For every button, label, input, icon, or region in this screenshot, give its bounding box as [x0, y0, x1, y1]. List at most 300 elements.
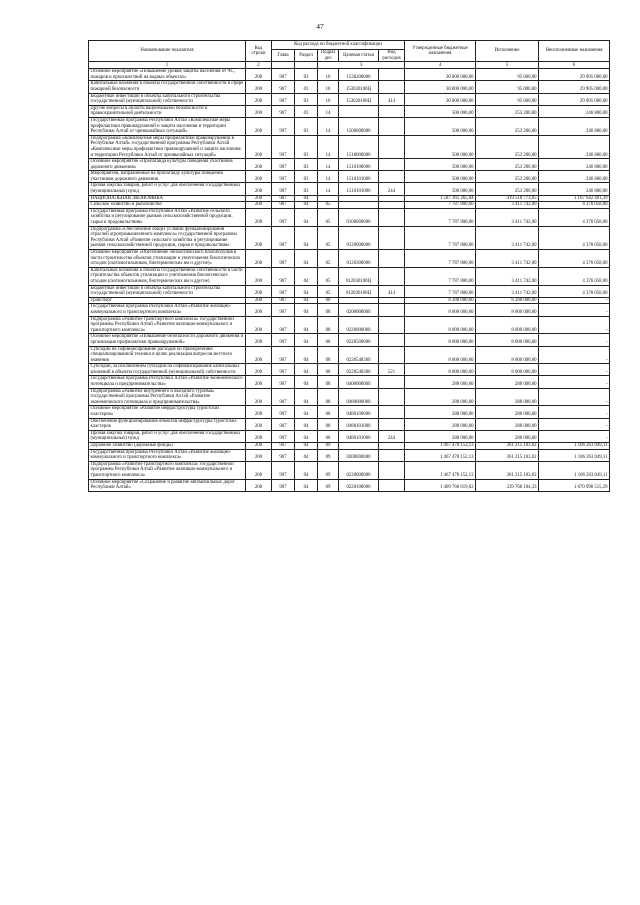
row-line-code: 200	[246, 171, 272, 183]
row-target: 0200000000	[339, 304, 379, 316]
row-glava: 907	[272, 430, 295, 442]
row-podrazdel: 08	[318, 346, 339, 364]
row-approved: 7 787 800,00	[405, 202, 476, 209]
table-row	[89, 316, 610, 334]
row-approved: 7 787 800,00	[405, 226, 476, 249]
row-target: 0480000000	[339, 388, 379, 406]
row-name: Основное мероприятие «Развитие инфраструктуры туристских кластеров»	[89, 406, 246, 418]
row-expense-type	[379, 195, 405, 202]
row-line-code: 200	[246, 334, 272, 346]
row-line-code: 200	[246, 346, 272, 364]
row-podrazdel: 05	[318, 250, 339, 268]
row-approved: 8 000 000,00	[405, 304, 476, 316]
row-name: Мероприятия, направленные на пропаганду культуры поведения участников дорожного движения	[89, 171, 246, 183]
row-executed: 288 000,00	[476, 376, 539, 388]
row-glava: 907	[272, 81, 295, 93]
row-expense-type	[379, 334, 405, 346]
row-line-code: 200	[246, 388, 272, 406]
row-line-code: 200	[246, 461, 272, 479]
row-target: 0100000000	[339, 208, 379, 226]
table-row	[89, 376, 610, 388]
column-numbers-row	[89, 62, 610, 69]
row-podrazdel: 05	[318, 226, 339, 249]
row-unexecuted: -	[539, 316, 610, 334]
table-row	[89, 449, 610, 461]
header-glava: Глава	[272, 50, 295, 62]
row-executed: 253 200,00	[476, 117, 539, 135]
table-row	[89, 304, 610, 316]
row-approved: 500 000,00	[405, 171, 476, 183]
header-unexecuted: Неисполненные назначения	[539, 41, 610, 62]
row-executed: 253 200,00	[476, 171, 539, 183]
row-podrazdel: 08	[318, 406, 339, 418]
row-podrazdel: 10	[318, 93, 339, 105]
row-line-code: 200	[246, 364, 272, 376]
header-expense-type: Вид расходов	[379, 50, 405, 62]
row-unexecuted: -	[539, 388, 610, 406]
row-unexecuted: 4 376 058,00	[539, 208, 610, 226]
row-approved: 8 000 000,00	[405, 316, 476, 334]
row-approved: 7 787 800,00	[405, 250, 476, 268]
row-razdel: 03	[295, 159, 318, 171]
row-podrazdel: 08	[318, 316, 339, 334]
row-expense-type	[379, 443, 405, 450]
row-podrazdel: 05	[318, 285, 339, 297]
row-unexecuted: -	[539, 406, 610, 418]
row-glava: 907	[272, 93, 295, 105]
table-row	[89, 226, 610, 249]
row-target: 0200000000	[339, 449, 379, 461]
row-approved: 1 467 478 152,13	[405, 443, 476, 450]
row-executed: 3 411 742,00	[476, 208, 539, 226]
row-line-code: 200	[246, 418, 272, 430]
row-expense-type: 521	[379, 364, 405, 376]
row-approved: 500 000,00	[405, 135, 476, 158]
row-name: Субсидии, за исключением субсидий на софинансирование капитальных вложений в объекты государственной (муниципальной) собственности	[89, 364, 246, 376]
row-podrazdel: 08	[318, 364, 339, 376]
row-name: Другие вопросы в области национальной безопасности и правоохранительной деятельности	[89, 105, 246, 117]
row-unexecuted: -	[539, 346, 610, 364]
row-line-code: 200	[246, 159, 272, 171]
row-executed: 361 215 103,02	[476, 461, 539, 479]
row-approved: 30 000 000,00	[405, 93, 476, 105]
row-name: Подпрограмма «Комплексные меры профилактики правонарушений в Республике Алтай» государственной программы Республики Алтай «Комплексные меры профилактики правонарушений и защита населения и территории Республики Алтай от чрезвычайных ситуаций»	[89, 135, 246, 158]
row-approved: 500 000,00	[405, 159, 476, 171]
row-target: 0120000000	[339, 226, 379, 249]
row-podrazdel: 08	[318, 297, 339, 304]
row-razdel: 03	[295, 183, 318, 195]
row-razdel: 04	[295, 461, 318, 479]
row-expense-type	[379, 388, 405, 406]
row-podrazdel: 14	[318, 159, 339, 171]
row-unexecuted: 1 106 263 049,11	[539, 449, 610, 461]
row-glava: 907	[272, 364, 295, 376]
row-name: Капитальные вложения в объекты государственной собственности в части строительства объектов утилизации и уничтожения биологических отходов (скотомогильников, биотермических ям и другие)	[89, 267, 246, 285]
row-razdel: 04	[295, 334, 318, 346]
row-glava: 907	[272, 195, 295, 202]
row-name: Государственная программа Республики Алтай «Комплексные меры профилактики правонарушений и защита населения и территории Республики Алтай от чрезвычайных ситуаций»	[89, 117, 246, 135]
row-executed: 3 411 742,00	[476, 226, 539, 249]
row-executed: 3 411 742,00	[476, 250, 539, 268]
column-number: 3	[318, 62, 405, 69]
row-expense-type	[379, 461, 405, 479]
row-podrazdel: 05	[318, 202, 339, 209]
row-executed: 339 768 104,33	[476, 479, 539, 491]
row-executed: 288 000,00	[476, 406, 539, 418]
row-name: Субсидии на софинансирование расходов по приобретению специализированной техники в целях реализации вопросов местного значения	[89, 346, 246, 364]
table-row	[89, 171, 610, 183]
row-podrazdel	[318, 195, 339, 202]
row-line-code: 200	[246, 195, 272, 202]
row-name: Подпрограмма «Развитие транспортного комплекса» государственной программы Республики Алтай «Развитие жилищно-коммунального и транспортного комплекса»	[89, 461, 246, 479]
row-razdel: 04	[295, 418, 318, 430]
row-target	[339, 202, 379, 209]
row-expense-type	[379, 208, 405, 226]
row-unexecuted: 29 905 000,00	[539, 93, 610, 105]
row-line-code: 200	[246, 117, 272, 135]
row-unexecuted: -	[539, 304, 610, 316]
row-razdel: 04	[295, 250, 318, 268]
table-body	[89, 69, 610, 492]
header-line-code: Код строки	[246, 41, 272, 62]
column-number	[295, 62, 318, 69]
row-unexecuted: 1 106 263 049,11	[539, 443, 610, 450]
table-row	[89, 105, 610, 117]
row-unexecuted: -	[539, 418, 610, 430]
row-executed: 288 000,00	[476, 430, 539, 442]
row-target: 0400000000	[339, 376, 379, 388]
row-line-code: 200	[246, 202, 272, 209]
row-expense-type	[379, 346, 405, 364]
row-executed: 419 518 773,65	[476, 195, 539, 202]
row-name: Государственная программа Республики Алтай «Развитие жилищно-коммунального и транспортного комплекса»	[89, 449, 246, 461]
row-name: Подпрограмма «Развитие транспортного комплекса» государственной программы Республики Алтай «Развитие жилищно-коммунального и транспортного комплекса»	[89, 316, 246, 334]
row-executed: 253 200,00	[476, 105, 539, 117]
row-unexecuted: 4 376 058,00	[539, 267, 610, 285]
row-razdel: 04	[295, 267, 318, 285]
table-row	[89, 334, 610, 346]
table-row	[89, 195, 610, 202]
table-row	[89, 297, 610, 304]
row-glava: 907	[272, 334, 295, 346]
row-glava: 907	[272, 159, 295, 171]
row-line-code: 200	[246, 135, 272, 158]
row-name: Основное мероприятие «Повышение уровня защиты населения от ЧС, пожаров и происшествий на водных объектах»	[89, 69, 246, 81]
row-podrazdel: 08	[318, 376, 339, 388]
row-approved: 30 000 000,00	[405, 81, 476, 93]
row-expense-type: 414	[379, 93, 405, 105]
row-razdel: 04	[295, 285, 318, 297]
row-approved: 500 000,00	[405, 117, 476, 135]
row-unexecuted: 1 070 998 515,29	[539, 479, 610, 491]
row-podrazdel: 14	[318, 117, 339, 135]
table-row	[89, 183, 610, 195]
row-razdel: 04	[295, 304, 318, 316]
row-razdel: 03	[295, 93, 318, 105]
row-glava: 907	[272, 346, 295, 364]
row-target: 012030100Ц	[339, 285, 379, 297]
row-glava: 907	[272, 406, 295, 418]
row-glava: 907	[272, 316, 295, 334]
row-expense-type	[379, 304, 405, 316]
row-line-code: 200	[246, 304, 272, 316]
row-name: Подпрограмма «Обеспечение общих условий функционирования отраслей агропромышленного комплекса» государственной программы Республики Алтай «Развитие сельского хозяйства и регулирование рынков сельскохозяйственной продукции, сырья и продовольствия»	[89, 226, 246, 249]
row-podrazdel: 08	[318, 388, 339, 406]
row-line-code: 200	[246, 430, 272, 442]
row-expense-type	[379, 81, 405, 93]
row-unexecuted: 29 905 000,00	[539, 81, 610, 93]
row-name: Дорожное хозяйство (дорожные фонды)	[89, 443, 246, 450]
header-approved: Утвержденные бюджетные назначения	[405, 41, 476, 62]
row-expense-type	[379, 297, 405, 304]
row-executed: 288 000,00	[476, 388, 539, 406]
row-unexecuted: -	[539, 297, 610, 304]
row-line-code: 200	[246, 479, 272, 491]
row-razdel: 04	[295, 376, 318, 388]
row-name: Обеспечение функционирования объектов инфраструктуры туристских кластеров	[89, 418, 246, 430]
row-glava: 907	[272, 202, 295, 209]
row-target: 1510000000	[339, 135, 379, 158]
row-razdel: 03	[295, 105, 318, 117]
row-approved: 8 000 000,00	[405, 364, 476, 376]
row-expense-type	[379, 202, 405, 209]
row-razdel: 04	[295, 226, 318, 249]
row-executed: 95 000,00	[476, 81, 539, 93]
row-target: 0220000000	[339, 316, 379, 334]
table-row	[89, 461, 610, 479]
row-approved: 8 000 000,00	[405, 334, 476, 346]
row-razdel: 03	[295, 69, 318, 81]
row-executed: 288 000,00	[476, 418, 539, 430]
row-expense-type	[379, 406, 405, 418]
row-podrazdel: 05	[318, 208, 339, 226]
row-executed: 8 000 000,00	[476, 316, 539, 334]
row-glava: 907	[272, 304, 295, 316]
row-target: 0480101000	[339, 418, 379, 430]
row-name: Транспорт	[89, 297, 246, 304]
row-line-code: 200	[246, 285, 272, 297]
row-unexecuted: 29 905 000,00	[539, 69, 610, 81]
table-row	[89, 443, 610, 450]
row-approved: 500 000,00	[405, 183, 476, 195]
row-target: 1500000000	[339, 117, 379, 135]
row-podrazdel: 09	[318, 443, 339, 450]
row-razdel: 03	[295, 135, 318, 158]
row-razdel: 03	[295, 117, 318, 135]
row-glava: 907	[272, 479, 295, 491]
row-podrazdel: 14	[318, 171, 339, 183]
row-glava: 907	[272, 69, 295, 81]
row-target	[339, 297, 379, 304]
row-unexecuted: 4 376 058,00	[539, 226, 610, 249]
row-expense-type	[379, 267, 405, 285]
row-target	[339, 105, 379, 117]
table-row	[89, 346, 610, 364]
row-line-code: 200	[246, 105, 272, 117]
row-line-code: 200	[246, 250, 272, 268]
row-line-code: 200	[246, 226, 272, 249]
row-podrazdel: 09	[318, 479, 339, 491]
row-podrazdel: 09	[318, 449, 339, 461]
row-name: Основное мероприятие «Пропаганда культуры поведения участников дорожного движения»	[89, 159, 246, 171]
column-number: 1	[89, 62, 246, 69]
row-razdel: 04	[295, 479, 318, 491]
row-expense-type	[379, 316, 405, 334]
row-line-code: 200	[246, 93, 272, 105]
row-razdel: 04	[295, 443, 318, 450]
table-row	[89, 117, 610, 135]
row-unexecuted: 246 800,00	[539, 117, 610, 135]
row-razdel: 04	[295, 346, 318, 364]
row-executed: 253 200,00	[476, 135, 539, 158]
row-approved: 288 000,00	[405, 418, 476, 430]
row-unexecuted: 246 800,00	[539, 135, 610, 158]
row-executed: 253 200,00	[476, 183, 539, 195]
row-line-code: 200	[246, 69, 272, 81]
row-unexecuted: 4 376 058,00	[539, 202, 610, 209]
row-name: Основное мероприятие «Обеспечение эпизоотического благополучия в части строительства объектов утилизации и уничтожения биологических отходов (скотомогильников, биотермических ям и другие)»	[89, 250, 246, 268]
row-executed: 253 200,00	[476, 159, 539, 171]
row-expense-type	[379, 449, 405, 461]
row-target: 153020100Ц	[339, 93, 379, 105]
column-number: 2	[246, 62, 272, 69]
row-approved: 1 467 478 152,13	[405, 461, 476, 479]
table-row	[89, 479, 610, 491]
row-approved: 288 000,00	[405, 388, 476, 406]
row-line-code: 200	[246, 297, 272, 304]
row-glava: 907	[272, 376, 295, 388]
row-podrazdel: 08	[318, 304, 339, 316]
row-glava: 907	[272, 461, 295, 479]
row-expense-type: 414	[379, 285, 405, 297]
row-executed: 3 411 742,00	[476, 202, 539, 209]
row-executed: 8 000 000,00	[476, 304, 539, 316]
row-name: Прочая закупка товаров, работ и услуг для обеспечения государственных (муниципальных) нужд	[89, 183, 246, 195]
row-approved: 1 409 766 619,62	[405, 479, 476, 491]
row-executed: 8 288 000,00	[476, 297, 539, 304]
row-name: Государственная программа Республики Алтай «Развитие сельского хозяйства и регулирование рынков сельскохозяйственной продукции, сырья и продовольствия»	[89, 208, 246, 226]
row-executed: 3 411 742,00	[476, 267, 539, 285]
row-name: Прочая закупка товаров, работ и услуг для обеспечения государственных (муниципальных) нужд	[89, 430, 246, 442]
row-podrazdel: 05	[318, 267, 339, 285]
column-number: 5	[476, 62, 539, 69]
row-unexecuted: 246 800,00	[539, 183, 610, 195]
header-podrazdel: Подраз дел	[318, 50, 339, 62]
row-name: Подпрограмма «Развитие внутреннего и въездного туризма» государственной программы Республики Алтай «Развитие экономического потенциала и предпринимательства»	[89, 388, 246, 406]
row-podrazdel: 10	[318, 69, 339, 81]
row-target: 0480101000	[339, 430, 379, 442]
row-expense-type	[379, 135, 405, 158]
row-glava: 907	[272, 443, 295, 450]
row-podrazdel: 09	[318, 461, 339, 479]
row-expense-type	[379, 159, 405, 171]
row-glava: 907	[272, 267, 295, 285]
row-unexecuted: -	[539, 364, 610, 376]
row-name: Основное мероприятие «Повышение безопасности дорожного движения и организация профилактики правонарушений»	[89, 334, 246, 346]
row-line-code: 200	[246, 208, 272, 226]
row-target: 0220000000	[339, 461, 379, 479]
row-executed: 95 000,00	[476, 93, 539, 105]
row-glava: 907	[272, 105, 295, 117]
row-name: Основное мероприятие «Сохранение и развитие автомобильных дорог Республики Алтай»	[89, 479, 246, 491]
row-podrazdel: 10	[318, 81, 339, 93]
row-executed: 8 000 000,00	[476, 334, 539, 346]
row-podrazdel: 08	[318, 418, 339, 430]
row-target	[339, 195, 379, 202]
row-line-code: 200	[246, 81, 272, 93]
page-number: 47	[316, 22, 324, 31]
row-name: Бюджетные инвестиции в объекты капитального строительства государственной (муниципальной) собственности	[89, 285, 246, 297]
row-podrazdel: 08	[318, 430, 339, 442]
row-target: 1510100000	[339, 159, 379, 171]
row-name: Бюджетные инвестиции в объекты капитального строительства государственной (муниципальной) собственности	[89, 93, 246, 105]
row-approved: 8 288 000,00	[405, 297, 476, 304]
row-expense-type	[379, 250, 405, 268]
row-expense-type	[379, 226, 405, 249]
row-razdel: 04	[295, 195, 318, 202]
row-approved: 288 000,00	[405, 376, 476, 388]
row-executed: 361 215 103,02	[476, 443, 539, 450]
row-podrazdel: 14	[318, 183, 339, 195]
row-target: 153020100Ц	[339, 81, 379, 93]
table-row	[89, 93, 610, 105]
row-expense-type: 244	[379, 430, 405, 442]
row-line-code: 200	[246, 183, 272, 195]
table-row	[89, 69, 610, 81]
table-row	[89, 388, 610, 406]
row-expense-type	[379, 376, 405, 388]
row-razdel: 04	[295, 364, 318, 376]
row-podrazdel: 14	[318, 105, 339, 117]
row-executed: 8 000 000,00	[476, 364, 539, 376]
row-podrazdel: 08	[318, 334, 339, 346]
column-number	[272, 62, 295, 69]
row-unexecuted: 4 376 058,00	[539, 285, 610, 297]
row-name: Государственная программа Республики Алтай «Развитие экономического потенциала и предпринимательства»	[89, 376, 246, 388]
header-target: Целевая статья	[339, 50, 379, 62]
row-unexecuted: 1 167 642 491,39	[539, 195, 610, 202]
header-razdel: Раздел	[295, 50, 318, 62]
row-approved: 7 787 800,00	[405, 267, 476, 285]
row-target: 012030100Ц	[339, 267, 379, 285]
row-razdel: 04	[295, 297, 318, 304]
row-executed: 8 000 000,00	[476, 346, 539, 364]
row-target: 0220100000	[339, 479, 379, 491]
table-row	[89, 406, 610, 418]
row-name: Капитальные вложения в объекты государственной собственности в сфере пожарной безопасности	[89, 81, 246, 93]
table-row	[89, 418, 610, 430]
header-name: Наименование показателя	[89, 41, 246, 62]
row-unexecuted: 1 106 263 049,11	[539, 461, 610, 479]
row-line-code: 200	[246, 449, 272, 461]
row-unexecuted: 246 800,00	[539, 105, 610, 117]
row-razdel: 04	[295, 406, 318, 418]
row-target: 0120300000	[339, 250, 379, 268]
column-number: 4	[405, 62, 476, 69]
row-unexecuted: 246 800,00	[539, 159, 610, 171]
row-expense-type	[379, 105, 405, 117]
row-razdel: 03	[295, 171, 318, 183]
row-unexecuted: 246 800,00	[539, 171, 610, 183]
row-target: 0220548300	[339, 364, 379, 376]
column-number: 6	[539, 62, 610, 69]
table-row	[89, 81, 610, 93]
row-unexecuted: -	[539, 376, 610, 388]
table-row	[89, 135, 610, 158]
header-classification: Код расхода по бюджетной классификации	[272, 41, 405, 50]
row-glava: 907	[272, 183, 295, 195]
row-target: 0480100000	[339, 406, 379, 418]
